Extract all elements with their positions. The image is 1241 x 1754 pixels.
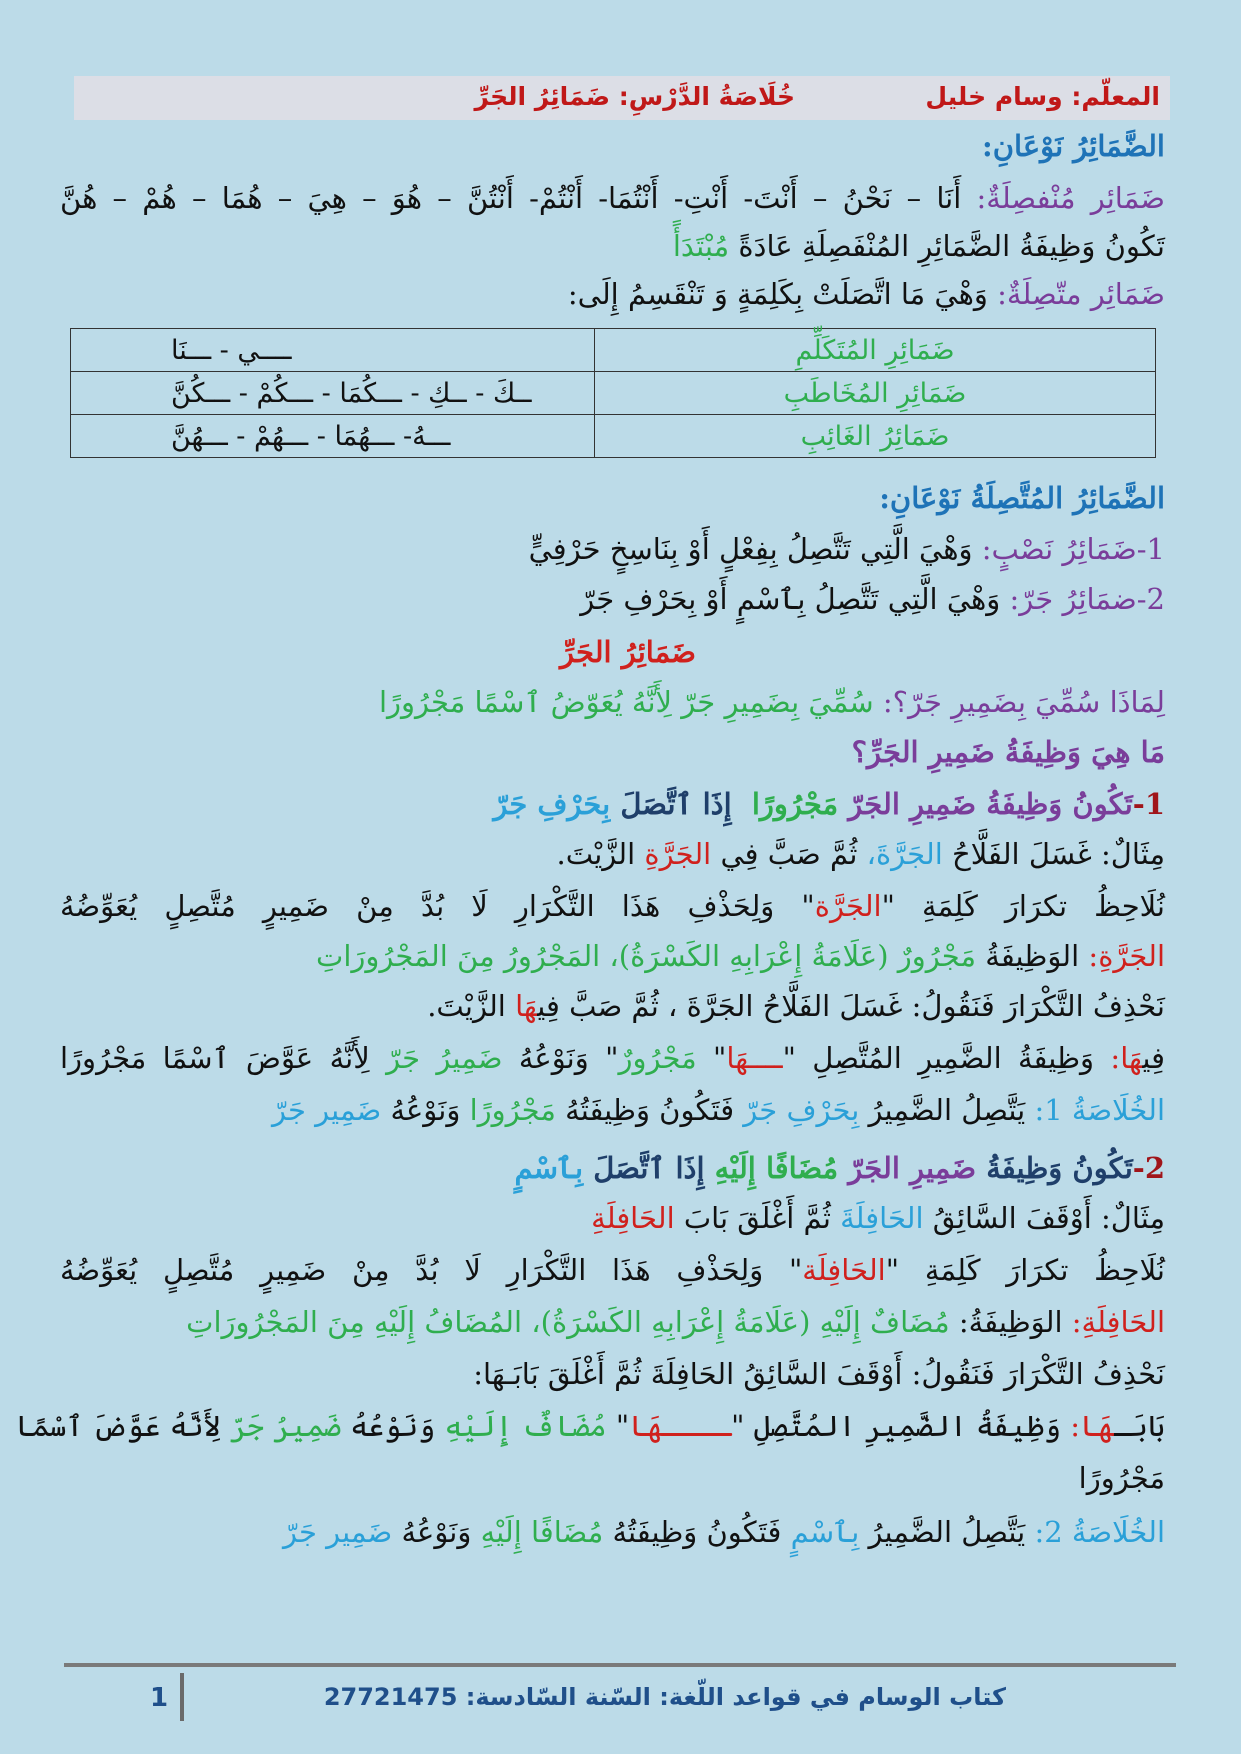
table-cell-values: ــكَ - ــكِ - ـــكُمَا - ـــكُمْ - ـــكُنَّ bbox=[71, 372, 595, 415]
jarra-function-line: الجَرَّةِ: الوَظِيفَةُ مَجْرُورٌ (عَلَامَةُ إِعْرَابِهِ الكَسْرَةُ)، المَجْرُورُ مِنَ المَجْرُورَاتِ bbox=[316, 939, 1165, 973]
table-cell-values: ـــهُ- ـــهُمَا - ـــهُمْ - ـــهُنَّ bbox=[71, 415, 595, 458]
baba-analysis-line: بَابَـهَا: وَظِيفَةُ الضَّمِيرِ المُتَّصِلِ "ــــهَا" مُضَافٌ إِلَيْهِ وَنَوْعُهُ ضَمِيرُ جَرّ لِأَنَّهُ عَوَّضَ ٱسْمًا bbox=[15, 1409, 1165, 1443]
note2-line: نُلَاحِظُ تكرَارَ كَلِمَةِ "الحَافِلَة" وَلِحَذْفِ هَذَا التَّكْرَارِ لَا بُدَّ مِنْ ضَمِيرٍ مُتَّصِلٍ يُعَوِّضُهُ bbox=[60, 1253, 1165, 1287]
footer-divider bbox=[180, 1673, 184, 1721]
delete-repetition2-line: نَحْذِفُ التَّكْرَارَ فَنَقُولُ: أَوْقَفَ السَّائِقُ الحَافِلَةَ ثُمَّ أَغْلَقَ بَابَـهَا: bbox=[473, 1357, 1165, 1391]
pronoun-types-heading: الضَّمَائِرُ نَوْعَانِ: bbox=[981, 129, 1165, 163]
function1-heading: 1-تَكُونُ وَظِيفَةُ ضَمِيرِ الجَرّ مَجْرُورًا إِذَا ٱتَّصَلَ بِحَرْفِ جَرّ bbox=[493, 787, 1165, 821]
baba-analysis-continued: مَجْرُورًا bbox=[1078, 1461, 1165, 1495]
detached-pronouns-line: ضَمَائِر مُنْفصِلَةٌ: أَنَا – نَحْنُ – أَنْتَ- أَنْتِ- أَنْتُمَا- أَنْتُمْ- أَنْتُنَّ – هُوَ – هِيَ – هُمَا – هُمْ – هُنَّ bbox=[60, 181, 1166, 215]
attached-types-heading: الضَّمَائِرُ المُتَّصِلَةُ نَوْعَانِ: bbox=[879, 481, 1165, 515]
page-number: 1 bbox=[150, 1683, 169, 1713]
table-row bbox=[71, 372, 1156, 415]
footer-rule bbox=[64, 1663, 1176, 1667]
example2-line: مِثَالٌ: أَوْقَفَ السَّائِقُ الحَافِلَةَ ثُمَّ أَغْلَقَ بَابَ الحَافِلَةِ bbox=[591, 1201, 1165, 1235]
teacher-name: المعلّم: وسام خليل bbox=[925, 82, 1160, 111]
footer bbox=[64, 1673, 1176, 1729]
table-cell-label: ضَمَائِرِ المُتَكَلِّمِ bbox=[595, 329, 1156, 372]
table-row bbox=[71, 329, 1156, 372]
attached-pronouns-table bbox=[70, 328, 1156, 458]
table-cell-label: ضَمَائِرِ المُخَاطَبِ bbox=[595, 372, 1156, 415]
accusative-pronouns-line: 1-ضَمَائِرُ نَصْبٍ: وَهْيَ الَّتِي تَتَّصِلُ بِفِعْلٍ أَوْ بِنَاسِخٍ حَرْفِيٍّ bbox=[528, 532, 1165, 566]
table-cell-values: ــــي - ـــنَا bbox=[71, 329, 595, 372]
fiha-analysis-line: فِيهَا: وَظِيفَةُ الضَّمِيرِ المُتَّصِلِ "ــــهَا" مَجْرُورٌ" وَنَوْعُهُ ضَمِيرُ جَرّ لِأَنَّهُ عَوَّضَ ٱسْمًا مَجْرُورًا bbox=[60, 1041, 1166, 1075]
why-question-line: لِمَاذَا سُمِّيَ بِضَمِيرِ جَرّ؟: سُمِّيَ بِضَمِيرِ جَرّ لِأَنَّهُ يُعَوّضُ ٱسْمًا مَجْرُورًا bbox=[378, 685, 1165, 719]
book-title: كتاب الوسام في قواعد اللّغة: السّنة السّادسة: 27721475 bbox=[323, 1683, 1006, 1711]
header-bar bbox=[74, 76, 1170, 120]
table-cell-label: ضَمَائِرُ الغَائِبِ bbox=[595, 415, 1156, 458]
summary1-line: الخُلَاصَةُ 1: يَتَّصِلُ الضَّمِيرُ بِحَرْفِ جَرّ فَتَكُونُ وَظِيفَتُهُ مَجْرُورًا وَنَوْعُهُ ضَمِير جَرّ bbox=[271, 1093, 1165, 1127]
example1-line: مِثَالٌ: غَسَلَ الفَلَّاحُ الجَرَّةَ، ثُمَّ صَبَّ فِي الجَرَّةِ الزَّيْتَ. bbox=[556, 837, 1165, 871]
genitive-section-title: ضَمَائِرُ الجَرِّ bbox=[559, 635, 696, 669]
detached-function-line: تَكُونُ وَظِيفَةُ الضَّمَائِرِ المُنْفَصِلَةِ عَادَةً مُبْتَدَأً bbox=[672, 229, 1165, 263]
summary2-line: الخُلَاصَةُ 2: يَتَّصِلُ الضَّمِيرُ بِٱسْمٍ فَتَكُونُ وَظِيفَتُهُ مُضَافًا إِلَيْهِ وَنَوْعُهُ ضَمِير جَرّ bbox=[282, 1515, 1165, 1549]
delete-repetition1-line: نَحْذِفُ التَّكْرَارَ فَنَقُولُ: غَسَلَ الفَلَّاحُ الجَرَّةَ ، ثُمَّ صَبَّ فِيهَا الزَّيْتَ. bbox=[427, 989, 1165, 1023]
lesson-title: خُلَاصَةُ الدَّرْسِ: ضَمَائِرُ الجَرِّ bbox=[474, 82, 795, 111]
genitive-pronouns-line: 2-ضمَائِرُ جَرّ: وَهْيَ الَّتِي تَتَّصِلُ بِٱسْمٍ أَوْ بِحَرْفِ جَرّ bbox=[580, 582, 1165, 616]
function-question-heading: مَا هِيَ وَظِيفَةُ ضَمِيرِ الجَرِّ؟ bbox=[851, 735, 1165, 769]
table-row bbox=[71, 415, 1156, 458]
function2-heading: 2-تَكُونُ وَظِيفَةُ ضَمِيرِ الجَرّ مُضَافًا إِلَيْهِ إِذَا ٱتَّصَلَ بِٱسْمٍ bbox=[514, 1151, 1165, 1185]
attached-pronouns-line: ضَمَائِر متّصِلَةٌ: وَهْيَ مَا اتَّصَلَتْ بِكَلِمَةٍ وَ تَنْقَسِمُ إِلَى: bbox=[567, 277, 1165, 311]
note1-line: نُلَاحِظُ تكرَارَ كَلِمَةِ "الجَرَّة" وَلِحَذْفِ هَذَا التَّكْرَارِ لَا بُدَّ مِنْ ضَمِيرٍ مُتَّصِلٍ يُعَوِّضُهُ bbox=[60, 889, 1165, 923]
hafila-function-line: الحَافِلَةِ: الوَظِيفَةُ: مُضَافٌ إِلَيْهِ (عَلَامَةُ إِعْرَابِهِ الكَسْرَةُ)، المُضَافُ إِلَيْهِ مِنَ المَجْرُورَاتِ bbox=[186, 1305, 1165, 1339]
